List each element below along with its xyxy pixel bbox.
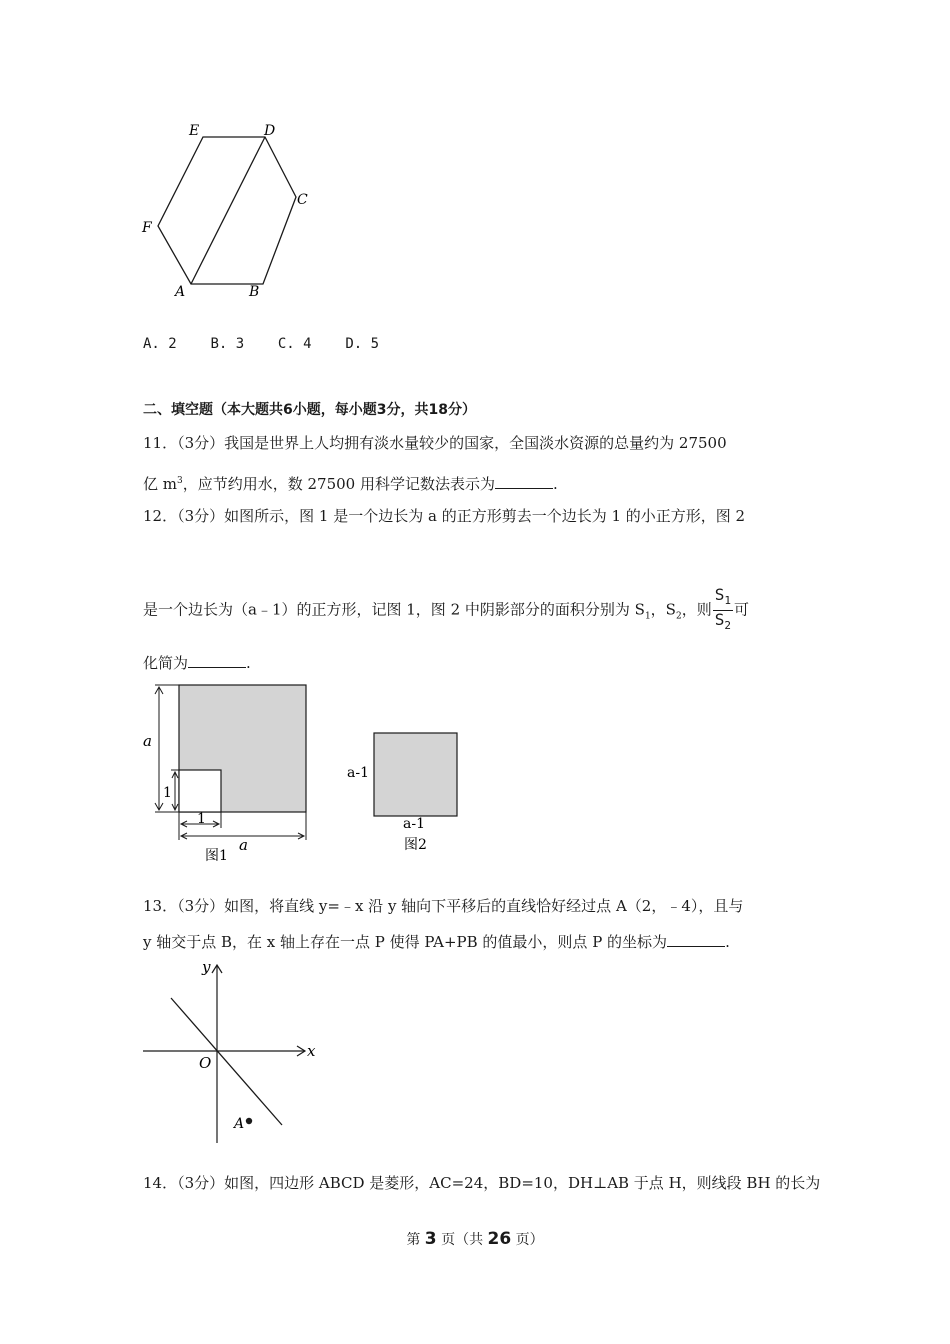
option-d: D. 5 bbox=[345, 336, 380, 352]
q13-line1: 13．（3分）如图，将直线 y=﹣x 沿 y 轴向下平移后的直线恰好经过点 A（2，﹣4），且与 bbox=[143, 897, 744, 915]
page-footer bbox=[0, 1229, 950, 1249]
square-a-minus-1-shaded bbox=[374, 733, 457, 816]
q12-figure1 bbox=[135, 676, 325, 871]
option-b: B. 3 bbox=[210, 336, 245, 352]
q11-line2 bbox=[143, 470, 558, 495]
label-left-a-minus-1: a-1 bbox=[347, 765, 369, 781]
q14-line1: 14．（3分）如图，四边形 ABCD 是菱形，AC=24，BD=10，DH⊥AB 于点 H，则线段 BH 的长为 bbox=[143, 1174, 821, 1192]
fig1-caption: 图1 bbox=[205, 848, 228, 864]
q11-answer-blank bbox=[495, 474, 553, 489]
q10-options bbox=[143, 333, 379, 355]
q11-text-a: 亿 m bbox=[143, 475, 177, 493]
page-number: 3 bbox=[424, 1229, 437, 1249]
label-b: B bbox=[249, 284, 260, 300]
label-a: A bbox=[175, 284, 186, 300]
label-d: D bbox=[264, 123, 276, 139]
q13-text-a: y 轴交于点 B，在 x 轴上存在一点 P 使得 PA+PB 的值最小，则点 P 的坐标为 bbox=[143, 933, 668, 951]
q12-text-e: 化简为 bbox=[143, 654, 189, 672]
q13-graph bbox=[140, 955, 325, 1150]
hexagon-outline bbox=[158, 137, 296, 284]
section-heading: 二、填空题（本大题共6小题，每小题3分，共18分） bbox=[143, 402, 476, 418]
option-c: C. 4 bbox=[277, 336, 312, 352]
small-square-cutout bbox=[179, 770, 221, 812]
fraction-denominator: $S_2$ bbox=[714, 610, 731, 633]
label-1-bottom: 1 bbox=[197, 811, 206, 827]
fig2-caption: 图2 bbox=[404, 837, 427, 853]
hexagon-diagonal-ad bbox=[191, 137, 265, 284]
label-a-left: a bbox=[143, 732, 152, 750]
line-y-eq-neg-x bbox=[171, 998, 282, 1125]
origin-label: O bbox=[199, 1054, 212, 1072]
q12-fraction bbox=[713, 586, 733, 635]
label-c: C bbox=[297, 192, 308, 208]
q12-line3 bbox=[143, 652, 251, 674]
q12-answer-blank bbox=[188, 653, 246, 668]
x-axis-label: x bbox=[307, 1042, 316, 1060]
fraction-numerator: $S_1$ bbox=[713, 586, 733, 611]
q12-text-a: 是一个边长为（a﹣1）的正方形，记图 1，图 2 中阴影部分的面积分别为 S bbox=[143, 600, 645, 619]
footer-mid: 页（共 bbox=[441, 1232, 484, 1248]
q13-answer-blank bbox=[667, 932, 725, 947]
q12-period: . bbox=[246, 654, 251, 672]
q11-period: . bbox=[553, 475, 558, 493]
q12-text-d: 可 bbox=[733, 600, 749, 619]
q12-text-b: ，S bbox=[650, 600, 676, 619]
q12-figure2 bbox=[340, 725, 470, 860]
label-f: F bbox=[142, 220, 152, 236]
q12-line2 bbox=[143, 586, 749, 637]
q11-sup: 3 bbox=[177, 476, 183, 486]
q11-line1: 11．（3分）我国是世界上人均拥有淡水量较少的国家，全国淡水资源的总量约为 27500 bbox=[143, 434, 727, 452]
q11-text-b: ，应节约用水，数 27500 用科学记数法表示为 bbox=[182, 475, 495, 493]
q12-sub1: 1 bbox=[644, 611, 651, 622]
q12-text-c: ，则 bbox=[681, 600, 712, 619]
y-axis-label: y bbox=[202, 958, 211, 976]
point-a bbox=[246, 1118, 252, 1124]
q13-period: . bbox=[725, 933, 730, 951]
label-a-bottom: a bbox=[239, 836, 248, 854]
label-bottom-a-minus-1: a-1 bbox=[403, 816, 425, 832]
option-a: A. 2 bbox=[143, 336, 177, 352]
footer-pre: 第 bbox=[406, 1232, 421, 1248]
q12-sub2: 2 bbox=[675, 611, 682, 622]
label-e: E bbox=[189, 123, 200, 139]
point-a-label: A bbox=[234, 1116, 245, 1132]
q13-line2 bbox=[143, 931, 730, 953]
q12-line1: 12．（3分）如图所示，图 1 是一个边长为 a 的正方形剪去一个边长为 1 的小正方形，图 2 bbox=[143, 507, 746, 525]
total-pages: 26 bbox=[487, 1229, 512, 1249]
hexagon-figure bbox=[135, 115, 325, 305]
footer-post: 页） bbox=[515, 1232, 544, 1248]
label-1-left: 1 bbox=[163, 785, 172, 801]
